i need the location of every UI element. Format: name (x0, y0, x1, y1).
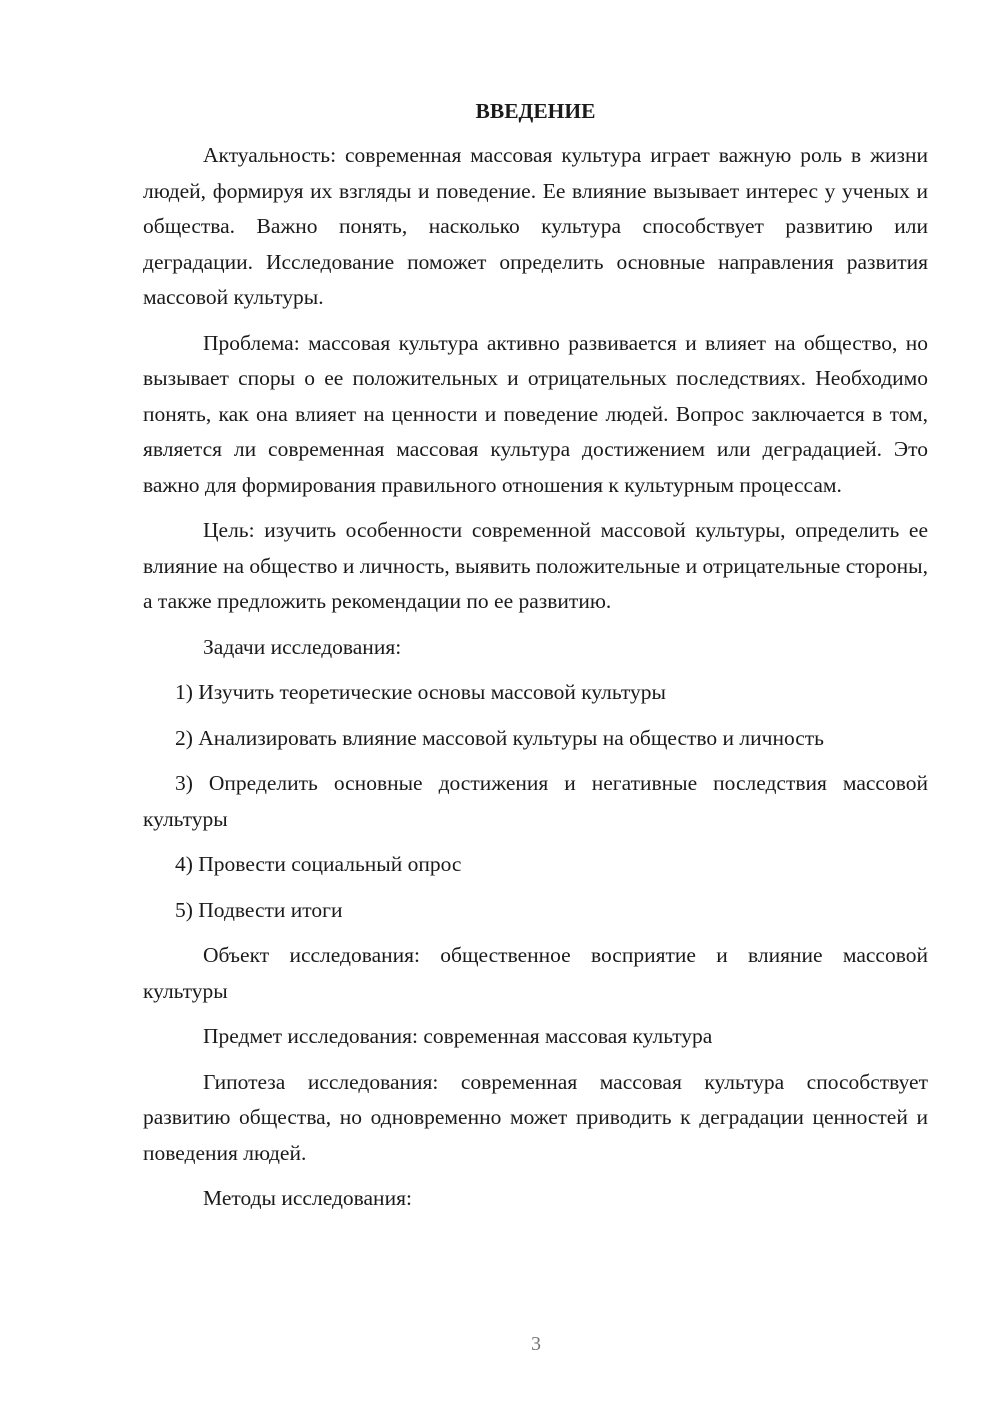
subject-paragraph: Предмет исследования: современная массовая культура (203, 1024, 713, 1048)
methods-heading: Методы исследования: (203, 1186, 412, 1210)
task-item: 2) Анализировать влияние массовой культуры на общество и личность (175, 725, 824, 750)
tasks-heading: Задачи исследования: (203, 634, 402, 659)
hypothesis-paragraph: Гипотеза исследования: современная массовая культура способствует развитию общества, но одновременно может приводить к деградации ценностей и поведения людей. (143, 1069, 928, 1165)
relevance-paragraph: Актуальность: современная массовая культура играет важную роль в жизни людей, формируя их взгляды и поведение. Ее влияние вызывает интерес у ученых и общества. Важно понять, насколько культура способствует развитию или деградации. Исследование поможет определить основные направления развития массовой культуры. (143, 143, 928, 309)
object-paragraph: Объект исследования: общественное восприятие и влияние массовой культуры (143, 943, 928, 1003)
page-number: 3 (531, 1333, 541, 1355)
problem-paragraph: Проблема: массовая культура активно развивается и влияет на общество, но вызывает споры о ее положительных и отрицательных последствиях. Необходимо понять, как она влияет на ценности и поведение людей. Вопрос заключается в том, является ли современная массовая культура достижением или деградацией. Это важно для формирования правильного отношения к культурным процессам. (143, 330, 928, 497)
goal-paragraph: Цель: изучить особенности современной массовой культуры, определить ее влияние на общество и личность, выявить положительные и отрицательные стороны, а также предложить рекомендации по ее развитию. (143, 518, 928, 613)
task-item: 4) Провести социальный опрос (175, 852, 462, 876)
task-item: 1) Изучить теоретические основы массовой культуры (175, 680, 666, 704)
task-item: 3) Определить основные достижения и негативные последствия массовой культуры (143, 771, 928, 831)
section-title: ВВЕДЕНИЕ (475, 99, 596, 123)
page-content (143, 96, 928, 1227)
task-item: 5) Подвести итоги (175, 897, 343, 922)
